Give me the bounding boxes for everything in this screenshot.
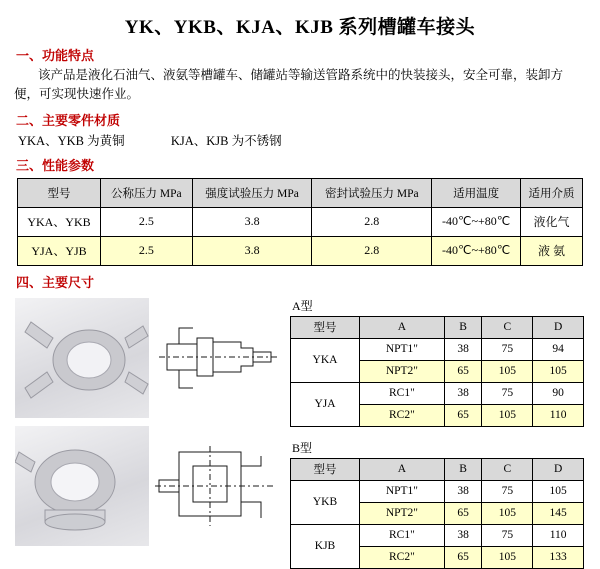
dim-cell: 105: [482, 360, 533, 382]
dim-cell: 105: [482, 546, 533, 568]
dim-header-cell: D: [533, 316, 584, 338]
dim-cell: NPT1": [360, 480, 445, 502]
table-row: [291, 382, 584, 404]
dim-cell: RC1": [360, 382, 445, 404]
drawing-a-graphic: [149, 298, 283, 418]
dim-header-cell: B: [444, 458, 482, 480]
perf-cell: 2.5: [100, 207, 192, 236]
dim-cell: NPT2": [360, 360, 445, 382]
dim-model-cell: YKB: [291, 480, 360, 524]
dim-cell: 75: [482, 524, 533, 546]
dim-cell: RC2": [360, 404, 445, 426]
performance-table: [17, 178, 583, 266]
dim-table-b-label: B型: [292, 440, 313, 455]
dim-header-cell: A: [360, 458, 445, 480]
perf-cell: 2.8: [312, 207, 432, 236]
perf-cell: 液化气: [521, 207, 583, 236]
figure-a: [14, 297, 284, 419]
dim-cell: 65: [444, 360, 482, 382]
dim-cell: 38: [444, 524, 482, 546]
perf-cell: 3.8: [192, 207, 312, 236]
dim-cell: 133: [533, 546, 584, 568]
figure-column: [14, 297, 282, 547]
dim-cell: NPT2": [360, 502, 445, 524]
dimensions-section: [0, 297, 600, 563]
dim-cell: 94: [533, 338, 584, 360]
table-row: [291, 480, 584, 502]
photo-b-graphic: [15, 426, 149, 546]
perf-cell: 液 氨: [521, 236, 583, 265]
section-3-heading: 三、性能参数: [16, 157, 95, 173]
perf-header-cell: 强度试验压力 MPa: [192, 178, 312, 207]
table-row: [291, 524, 584, 546]
dim-cell: 90: [533, 382, 584, 404]
dim-cell: 75: [482, 382, 533, 404]
drawing-a: [149, 298, 283, 418]
table-header-row: [18, 178, 583, 207]
dim-cell: RC1": [360, 524, 445, 546]
perf-cell: -40℃~+80℃: [432, 236, 521, 265]
dim-cell: NPT1": [360, 338, 445, 360]
section-1-heading: 一、功能特点: [16, 48, 95, 63]
perf-cell: -40℃~+80℃: [432, 207, 521, 236]
dim-model-cell: YJA: [291, 382, 360, 426]
material-steel: KJA、KJB 为不锈钢: [170, 133, 282, 148]
perf-header-cell: 公称压力 MPa: [100, 178, 192, 207]
dim-model-cell: KJB: [291, 524, 360, 568]
dim-cell: 38: [444, 382, 482, 404]
dim-cell: 65: [444, 502, 482, 524]
dim-cell: 145: [533, 502, 584, 524]
perf-cell: YKA、YKB: [18, 207, 101, 236]
dim-cell: RC2": [360, 546, 445, 568]
photo-a-graphic: [15, 298, 149, 418]
dim-cell: 38: [444, 480, 482, 502]
table-header-row: [291, 316, 584, 338]
table-row: [18, 207, 583, 236]
section-4-heading: 四、主要尺寸: [16, 274, 95, 290]
dim-model-cell: YKA: [291, 338, 360, 382]
perf-cell: 3.8: [192, 236, 312, 265]
dim-cell: 110: [533, 524, 584, 546]
dim-header-cell: B: [444, 316, 482, 338]
material-line: [18, 131, 600, 149]
document-page: [0, 12, 600, 563]
dimension-table-a: [290, 316, 584, 427]
dim-cell: 65: [444, 546, 482, 568]
dim-cell: 38: [444, 338, 482, 360]
perf-header-cell: 适用温度: [432, 178, 521, 207]
dim-cell: 105: [533, 480, 584, 502]
section-1-text: 该产品是液化石油气、液氨等槽罐车、储罐站等输送管路系统中的快装接头，安全可靠，装卸方便，可实现快速作业。: [14, 68, 564, 101]
page-title: YK、YKB、KJA、KJB 系列槽罐车接头: [124, 17, 476, 38]
photo-a: [15, 298, 149, 418]
material-brass: YKA、YKB 为黄铜: [18, 133, 125, 148]
dim-cell: 110: [533, 404, 584, 426]
dimension-table-b: [290, 458, 584, 569]
drawing-b-graphic: [149, 426, 283, 546]
perf-cell: 2.5: [100, 236, 192, 265]
perf-header-cell: 型号: [18, 178, 101, 207]
dim-header-cell: 型号: [291, 458, 360, 480]
dim-table-a-label: A型: [292, 298, 313, 313]
perf-cell: YJA、YJB: [18, 236, 101, 265]
dim-header-cell: 型号: [291, 316, 360, 338]
drawing-b: [149, 426, 283, 546]
dimension-tables-column: [290, 297, 586, 569]
dim-cell: 75: [482, 480, 533, 502]
figure-b: [14, 425, 284, 547]
dim-cell: 65: [444, 404, 482, 426]
dim-cell: 105: [482, 404, 533, 426]
photo-b: [15, 426, 149, 546]
section-2-heading: 二、主要零件材质: [16, 112, 121, 128]
table-row: [291, 338, 584, 360]
dim-header-cell: C: [482, 316, 533, 338]
perf-cell: 2.8: [312, 236, 432, 265]
dim-header-cell: C: [482, 458, 533, 480]
table-header-row: [291, 458, 584, 480]
perf-header-cell: 适用介质: [521, 178, 583, 207]
perf-header-cell: 密封试验压力 MPa: [312, 178, 432, 207]
dim-header-cell: A: [360, 316, 445, 338]
dim-cell: 75: [482, 338, 533, 360]
dim-cell: 105: [482, 502, 533, 524]
dim-cell: 105: [533, 360, 584, 382]
table-row: [18, 236, 583, 265]
dim-header-cell: D: [533, 458, 584, 480]
